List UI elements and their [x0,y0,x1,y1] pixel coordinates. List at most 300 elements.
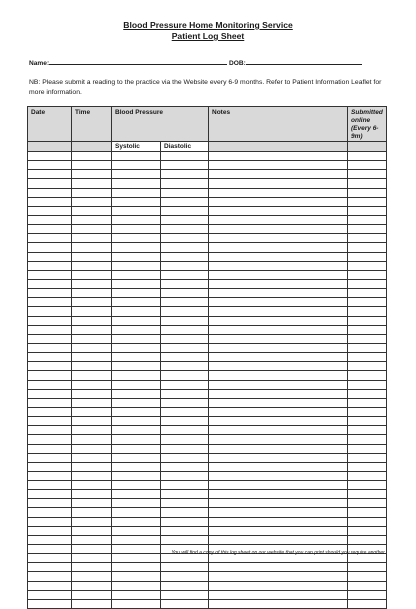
diastolic-cell[interactable] [161,599,209,608]
time-cell[interactable] [72,252,112,261]
notes-cell[interactable] [209,435,348,444]
time-cell[interactable] [72,188,112,197]
time-cell[interactable] [72,508,112,517]
time-cell[interactable] [72,316,112,325]
systolic-cell[interactable] [112,279,161,288]
notes-cell[interactable] [209,471,348,480]
submitted-cell[interactable] [348,334,387,343]
time-cell[interactable] [72,270,112,279]
diastolic-cell[interactable] [161,152,209,161]
diastolic-cell[interactable] [161,343,209,352]
notes-cell[interactable] [209,243,348,252]
date-cell[interactable] [28,453,72,462]
submitted-cell[interactable] [348,206,387,215]
date-cell[interactable] [28,526,72,535]
diastolic-cell[interactable] [161,188,209,197]
name-blank[interactable] [49,57,227,65]
time-cell[interactable] [72,599,112,608]
systolic-cell[interactable] [112,563,161,572]
date-cell[interactable] [28,279,72,288]
diastolic-cell[interactable] [161,353,209,362]
date-cell[interactable] [28,316,72,325]
systolic-cell[interactable] [112,490,161,499]
diastolic-cell[interactable] [161,289,209,298]
date-cell[interactable] [28,289,72,298]
notes-cell[interactable] [209,353,348,362]
notes-cell[interactable] [209,362,348,371]
systolic-cell[interactable] [112,426,161,435]
systolic-cell[interactable] [112,343,161,352]
diastolic-cell[interactable] [161,563,209,572]
table-row [28,243,387,252]
submitted-cell[interactable] [348,362,387,371]
notes-cell[interactable] [209,289,348,298]
submitted-cell[interactable] [348,188,387,197]
submitted-cell[interactable] [348,243,387,252]
time-cell[interactable] [72,462,112,471]
diastolic-cell[interactable] [161,298,209,307]
diastolic-cell[interactable] [161,453,209,462]
table-subheader-row [28,142,387,152]
submitted-cell[interactable] [348,517,387,526]
systolic-cell[interactable] [112,215,161,224]
table-row [28,307,387,316]
time-cell[interactable] [72,206,112,215]
systolic-cell[interactable] [112,325,161,334]
time-cell[interactable] [72,179,112,188]
diastolic-cell[interactable] [161,252,209,261]
submitted-cell[interactable] [348,572,387,581]
submitted-cell[interactable] [348,453,387,462]
diastolic-cell[interactable] [161,490,209,499]
time-cell[interactable] [72,380,112,389]
notes-cell[interactable] [209,252,348,261]
submitted-cell[interactable] [348,225,387,234]
time-cell[interactable] [72,197,112,206]
systolic-cell[interactable] [112,508,161,517]
notes-cell[interactable] [209,398,348,407]
submitted-cell[interactable] [348,170,387,179]
submitted-cell[interactable] [348,234,387,243]
diastolic-cell[interactable] [161,426,209,435]
time-cell[interactable] [72,471,112,480]
time-cell[interactable] [72,234,112,243]
systolic-cell[interactable] [112,453,161,462]
notes-cell[interactable] [209,389,348,398]
date-cell[interactable] [28,490,72,499]
submitted-cell[interactable] [348,435,387,444]
notes-cell[interactable] [209,526,348,535]
date-cell[interactable] [28,444,72,453]
time-cell[interactable] [72,362,112,371]
time-cell[interactable] [72,499,112,508]
systolic-cell[interactable] [112,316,161,325]
notes-cell[interactable] [209,508,348,517]
date-cell[interactable] [28,179,72,188]
time-cell[interactable] [72,481,112,490]
time-cell[interactable] [72,407,112,416]
notes-cell[interactable] [209,325,348,334]
diastolic-cell[interactable] [161,481,209,490]
diastolic-cell[interactable] [161,270,209,279]
date-cell[interactable] [28,426,72,435]
submitted-cell[interactable] [348,481,387,490]
diastolic-cell[interactable] [161,535,209,544]
time-cell[interactable] [72,435,112,444]
time-cell[interactable] [72,343,112,352]
notes-cell[interactable] [209,334,348,343]
submitted-cell[interactable] [348,252,387,261]
date-cell[interactable] [28,243,72,252]
notes-cell[interactable] [209,535,348,544]
time-cell[interactable] [72,590,112,599]
systolic-cell[interactable] [112,380,161,389]
systolic-cell[interactable] [112,590,161,599]
date-cell[interactable] [28,334,72,343]
table-row [28,334,387,343]
systolic-cell[interactable] [112,188,161,197]
systolic-cell[interactable] [112,161,161,170]
notes-cell[interactable] [209,481,348,490]
notes-cell[interactable] [209,517,348,526]
time-cell[interactable] [72,307,112,316]
date-cell[interactable] [28,197,72,206]
systolic-cell[interactable] [112,599,161,608]
date-cell[interactable] [28,481,72,490]
submitted-cell[interactable] [348,526,387,535]
systolic-cell[interactable] [112,389,161,398]
submitted-cell[interactable] [348,417,387,426]
diastolic-cell[interactable] [161,471,209,480]
dob-blank[interactable] [246,57,362,65]
date-cell[interactable] [28,572,72,581]
diastolic-cell[interactable] [161,316,209,325]
systolic-cell[interactable] [112,462,161,471]
systolic-cell[interactable] [112,481,161,490]
time-cell[interactable] [72,526,112,535]
diastolic-cell[interactable] [161,243,209,252]
submitted-cell[interactable] [348,508,387,517]
date-cell[interactable] [28,343,72,352]
notes-cell[interactable] [209,206,348,215]
submitted-cell[interactable] [348,389,387,398]
notes-cell[interactable] [209,234,348,243]
notes-cell[interactable] [209,490,348,499]
systolic-cell[interactable] [112,362,161,371]
notes-cell[interactable] [209,188,348,197]
diastolic-cell[interactable] [161,170,209,179]
date-cell[interactable] [28,270,72,279]
notes-cell[interactable] [209,462,348,471]
submitted-cell[interactable] [348,398,387,407]
systolic-cell[interactable] [112,499,161,508]
time-cell[interactable] [72,170,112,179]
systolic-cell[interactable] [112,234,161,243]
systolic-cell[interactable] [112,334,161,343]
date-cell[interactable] [28,389,72,398]
date-cell[interactable] [28,371,72,380]
submitted-cell[interactable] [348,343,387,352]
notes-cell[interactable] [209,270,348,279]
diastolic-cell[interactable] [161,307,209,316]
diastolic-cell[interactable] [161,526,209,535]
notes-cell[interactable] [209,599,348,608]
date-cell[interactable] [28,152,72,161]
submitted-cell[interactable] [348,499,387,508]
date-cell[interactable] [28,599,72,608]
date-cell[interactable] [28,563,72,572]
date-cell[interactable] [28,206,72,215]
time-cell[interactable] [72,535,112,544]
diastolic-cell[interactable] [161,380,209,389]
date-cell[interactable] [28,380,72,389]
systolic-cell[interactable] [112,526,161,535]
systolic-cell[interactable] [112,417,161,426]
submitted-cell[interactable] [348,353,387,362]
notes-cell[interactable] [209,407,348,416]
diastolic-cell[interactable] [161,499,209,508]
diastolic-cell[interactable] [161,325,209,334]
time-cell[interactable] [72,152,112,161]
notes-cell[interactable] [209,572,348,581]
submitted-cell[interactable] [348,371,387,380]
systolic-cell[interactable] [112,270,161,279]
notes-cell[interactable] [209,563,348,572]
diastolic-cell[interactable] [161,462,209,471]
notes-cell[interactable] [209,417,348,426]
time-cell[interactable] [72,215,112,224]
systolic-cell[interactable] [112,179,161,188]
notes-cell[interactable] [209,197,348,206]
submitted-cell[interactable] [348,215,387,224]
notes-cell[interactable] [209,343,348,352]
systolic-cell[interactable] [112,444,161,453]
notes-cell[interactable] [209,590,348,599]
date-cell[interactable] [28,398,72,407]
time-cell[interactable] [72,517,112,526]
diastolic-cell[interactable] [161,225,209,234]
date-cell[interactable] [28,252,72,261]
submitted-cell[interactable] [348,462,387,471]
notes-cell[interactable] [209,170,348,179]
submitted-cell[interactable] [348,426,387,435]
date-header: Date [28,107,72,142]
notes-cell[interactable] [209,225,348,234]
date-cell[interactable] [28,535,72,544]
systolic-cell[interactable] [112,197,161,206]
diastolic-cell[interactable] [161,417,209,426]
date-cell[interactable] [28,161,72,170]
systolic-cell[interactable] [112,298,161,307]
submitted-cell[interactable] [348,179,387,188]
diastolic-cell[interactable] [161,334,209,343]
diastolic-cell[interactable] [161,508,209,517]
submitted-cell[interactable] [348,279,387,288]
notes-cell[interactable] [209,161,348,170]
diastolic-cell[interactable] [161,590,209,599]
time-cell[interactable] [72,453,112,462]
notes-cell[interactable] [209,179,348,188]
notes-cell[interactable] [209,261,348,270]
submitted-cell[interactable] [348,261,387,270]
date-cell[interactable] [28,590,72,599]
submitted-cell[interactable] [348,298,387,307]
notes-cell[interactable] [209,380,348,389]
submitted-cell[interactable] [348,490,387,499]
time-cell[interactable] [72,243,112,252]
notes-cell[interactable] [209,426,348,435]
diastolic-cell[interactable] [161,444,209,453]
date-cell[interactable] [28,499,72,508]
notes-cell[interactable] [209,499,348,508]
table-row [28,481,387,490]
time-cell[interactable] [72,261,112,270]
time-cell[interactable] [72,371,112,380]
systolic-cell[interactable] [112,289,161,298]
diastolic-cell[interactable] [161,407,209,416]
systolic-cell[interactable] [112,353,161,362]
date-cell[interactable] [28,362,72,371]
systolic-cell[interactable] [112,307,161,316]
date-cell[interactable] [28,298,72,307]
submitted-cell[interactable] [348,152,387,161]
time-cell[interactable] [72,298,112,307]
submitted-cell[interactable] [348,535,387,544]
diastolic-cell[interactable] [161,398,209,407]
date-cell[interactable] [28,307,72,316]
date-cell[interactable] [28,462,72,471]
notes-cell[interactable] [209,215,348,224]
time-cell[interactable] [72,279,112,288]
date-cell[interactable] [28,471,72,480]
time-cell[interactable] [72,334,112,343]
time-cell[interactable] [72,225,112,234]
notes-subheader [209,142,348,152]
table-row [28,389,387,398]
submitted-cell[interactable] [348,270,387,279]
notes-cell[interactable] [209,152,348,161]
date-cell[interactable] [28,261,72,270]
submitted-header: Submitted online (Every 6-9m) [348,107,387,142]
systolic-cell[interactable] [112,471,161,480]
time-cell[interactable] [72,161,112,170]
systolic-cell[interactable] [112,252,161,261]
date-cell[interactable] [28,188,72,197]
submitted-cell[interactable] [348,289,387,298]
systolic-cell[interactable] [112,206,161,215]
systolic-cell[interactable] [112,407,161,416]
diastolic-cell[interactable] [161,197,209,206]
submitted-cell[interactable] [348,197,387,206]
diastolic-cell[interactable] [161,161,209,170]
diastolic-cell[interactable] [161,371,209,380]
time-cell[interactable] [72,417,112,426]
submitted-cell[interactable] [348,471,387,480]
time-cell[interactable] [72,389,112,398]
submitted-cell[interactable] [348,316,387,325]
systolic-cell[interactable] [112,170,161,179]
table-row [28,316,387,325]
submitted-cell[interactable] [348,590,387,599]
submitted-cell[interactable] [348,380,387,389]
diastolic-cell[interactable] [161,389,209,398]
systolic-cell[interactable] [112,152,161,161]
date-cell[interactable] [28,170,72,179]
submitted-cell[interactable] [348,161,387,170]
time-cell[interactable] [72,289,112,298]
diastolic-cell[interactable] [161,206,209,215]
instruction-note: NB: Please submit a reading to the practice via the Website every 6-9 months. Refer to Patient Information Leaflet for more information. [29,79,382,96]
diastolic-cell[interactable] [161,435,209,444]
diastolic-cell[interactable] [161,179,209,188]
systolic-cell[interactable] [112,572,161,581]
date-cell[interactable] [28,215,72,224]
diastolic-cell[interactable] [161,234,209,243]
table-row [28,490,387,499]
notes-cell[interactable] [209,298,348,307]
time-cell[interactable] [72,353,112,362]
time-cell[interactable] [72,490,112,499]
diastolic-cell[interactable] [161,279,209,288]
date-cell[interactable] [28,234,72,243]
systolic-cell[interactable] [112,517,161,526]
date-cell[interactable] [28,353,72,362]
date-cell[interactable] [28,517,72,526]
diastolic-cell[interactable] [161,572,209,581]
table-row [28,170,387,179]
notes-cell[interactable] [209,371,348,380]
notes-cell[interactable] [209,444,348,453]
systolic-cell[interactable] [112,243,161,252]
notes-cell[interactable] [209,453,348,462]
submitted-cell[interactable] [348,599,387,608]
table-row [28,179,387,188]
systolic-cell[interactable] [112,535,161,544]
time-cell[interactable] [72,325,112,334]
systolic-cell[interactable] [112,261,161,270]
time-cell[interactable] [72,563,112,572]
diastolic-cell[interactable] [161,517,209,526]
time-cell[interactable] [72,426,112,435]
time-cell[interactable] [72,398,112,407]
date-cell[interactable] [28,407,72,416]
notes-cell[interactable] [209,316,348,325]
systolic-cell[interactable] [112,435,161,444]
diastolic-cell[interactable] [161,362,209,371]
date-cell[interactable] [28,225,72,234]
diastolic-cell[interactable] [161,261,209,270]
submitted-cell[interactable] [348,444,387,453]
time-cell[interactable] [72,444,112,453]
date-cell[interactable] [28,325,72,334]
submitted-cell[interactable] [348,307,387,316]
footer-note: You will find a copy of this log sheet on our website that you can print should you require another. [171,550,386,556]
time-cell[interactable] [72,572,112,581]
notes-cell[interactable] [209,279,348,288]
date-cell[interactable] [28,435,72,444]
submitted-cell[interactable] [348,407,387,416]
date-cell[interactable] [28,508,72,517]
systolic-cell[interactable] [112,371,161,380]
date-cell[interactable] [28,417,72,426]
systolic-cell[interactable] [112,398,161,407]
submitted-cell[interactable] [348,563,387,572]
diastolic-cell[interactable] [161,215,209,224]
submitted-cell[interactable] [348,325,387,334]
notes-cell[interactable] [209,307,348,316]
table-row [28,417,387,426]
systolic-cell[interactable] [112,225,161,234]
